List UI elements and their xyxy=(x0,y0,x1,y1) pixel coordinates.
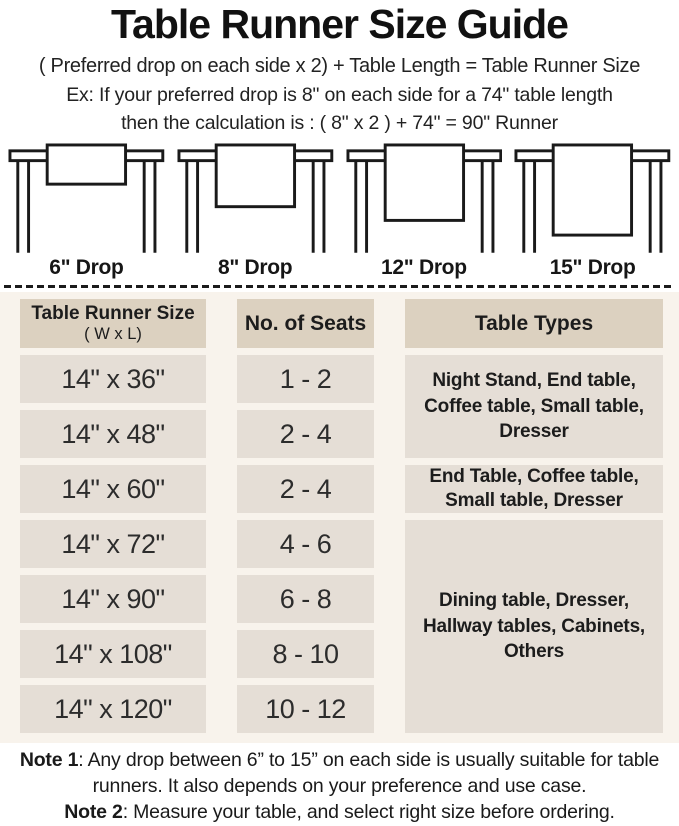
header-runner-size-sub: ( W x L) xyxy=(84,325,142,344)
note-2 xyxy=(4,800,676,826)
drop-label: 8" Drop xyxy=(217,256,293,280)
header-table-types: Table Types xyxy=(405,299,663,348)
size-cell: 14" x 48" xyxy=(20,410,206,458)
example-line-1: Ex: If your preferred drop is 8" on each side for a 74" table length xyxy=(66,84,613,107)
seats-cell: 4 - 6 xyxy=(237,520,374,568)
runner-rect xyxy=(385,145,463,220)
table-types-cell-large: Dining table, Dresser, Hallway tables, Cabinets, Others xyxy=(405,520,663,733)
note-2-label: Note 2 xyxy=(64,800,123,823)
drop-figure-8in xyxy=(177,143,334,280)
seats-cell: 1 - 2 xyxy=(237,355,374,403)
size-cell: 14" x 120" xyxy=(20,685,206,733)
runner-rect xyxy=(553,145,631,235)
size-cell: 14" x 108" xyxy=(20,630,206,678)
drop-figure-12in xyxy=(346,143,503,280)
runner-rect xyxy=(216,145,294,207)
page-title: Table Runner Size Guide xyxy=(111,1,568,47)
size-guide-table xyxy=(0,292,679,743)
column-table-types xyxy=(405,299,663,733)
seats-cell: 10 - 12 xyxy=(237,685,374,733)
table-runner-drawing xyxy=(346,143,503,255)
drop-figure-6in xyxy=(8,143,165,280)
drop-figure-15in xyxy=(514,143,671,280)
notes-section xyxy=(0,748,679,825)
drop-label: 12" Drop xyxy=(381,256,467,280)
header-seats: No. of Seats xyxy=(237,299,374,348)
formula-line: ( Preferred drop on each side x 2) + Table Length = Table Runner Size xyxy=(38,55,641,78)
table-runner-drawing xyxy=(177,143,334,255)
drop-label: 15" Drop xyxy=(549,256,636,280)
header-runner-size xyxy=(20,299,206,348)
seats-cell: 8 - 10 xyxy=(237,630,374,678)
drop-illustrations xyxy=(0,137,679,280)
table-runner-drawing xyxy=(514,143,671,255)
example-line-2: then the calculation is : ( 8" x 2 ) + 74" = 90" Runner xyxy=(121,112,558,135)
seats-cell: 2 - 4 xyxy=(237,410,374,458)
seats-cell: 2 - 4 xyxy=(237,465,374,513)
note-2-text: : Measure your table, and select right size before ordering. xyxy=(122,800,615,823)
size-cell: 14" x 72" xyxy=(20,520,206,568)
drop-label: 6" Drop xyxy=(49,256,124,280)
header-runner-size-title: Table Runner Size xyxy=(31,303,195,325)
dashed-divider xyxy=(4,285,675,288)
table-runner-drawing xyxy=(8,143,165,255)
note-1 xyxy=(4,748,676,799)
size-cell: 14" x 60" xyxy=(20,465,206,513)
column-seats xyxy=(237,299,374,733)
table-types-cell-medium: End Table, Coffee table, Small table, Dresser xyxy=(405,465,663,513)
column-runner-size xyxy=(20,299,206,733)
runner-rect xyxy=(47,145,125,184)
table-types-cell-small: Night Stand, End table, Coffee table, Small table, Dresser xyxy=(405,355,663,458)
note-1-text: : Any drop between 6” to 15” on each side is usually suitable for table runners. It also depends on your preference and use case. xyxy=(78,749,660,797)
seats-cell: 6 - 8 xyxy=(237,575,374,623)
note-1-label: Note 1 xyxy=(19,749,79,772)
size-cell: 14" x 36" xyxy=(20,355,206,403)
size-cell: 14" x 90" xyxy=(20,575,206,623)
